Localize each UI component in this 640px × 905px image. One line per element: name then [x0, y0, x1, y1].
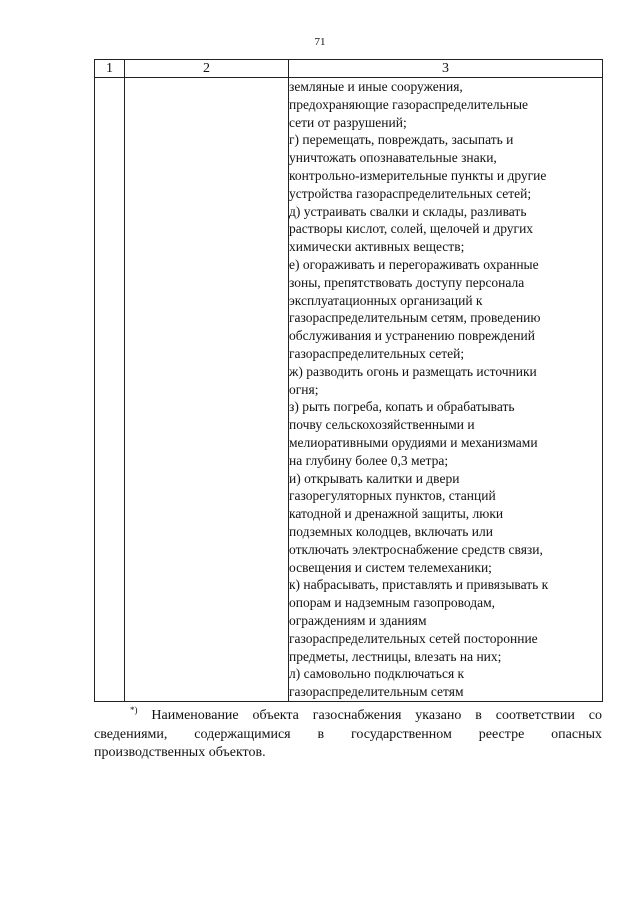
text-line: обслуживания и устранению повреждений — [289, 328, 535, 344]
text-line: газорегуляторных пунктов, станций — [289, 488, 496, 504]
text-line: катодной и дренажной защиты, люки — [289, 506, 504, 522]
text-line: растворы кислот, солей, щелочей и других — [289, 221, 534, 237]
text-line: опорам и надземным газопроводам, — [289, 595, 495, 611]
text-line: химически активных веществ; — [289, 239, 465, 255]
text-line: отключать электроснабжение средств связи, — [289, 541, 543, 557]
text-line: освещения и систем телемеханики; — [289, 559, 492, 575]
text-line: л) самовольно подключаться к — [289, 666, 465, 682]
text-line: и) открывать калитки и двери — [289, 470, 460, 486]
text-line: мелиоративными орудиями и механизмами — [289, 434, 538, 450]
header-col-3: 3 — [289, 60, 603, 78]
footnote — [94, 701, 602, 763]
text-line: е) огораживать и перегораживать охранные — [289, 256, 539, 272]
header-col-1: 1 — [95, 60, 125, 78]
page-number: 71 — [314, 36, 326, 48]
text-line: ж) разводить огонь и размещать источники — [289, 363, 537, 379]
footnote-mark: *) — [130, 705, 138, 715]
table-header-row — [95, 60, 603, 78]
text-line: контрольно-измерительные пункты и другие — [289, 167, 547, 183]
footnote-line-1 — [94, 701, 602, 726]
text-line: зоны, препятствовать доступу персонала — [289, 274, 525, 290]
text-line: г) перемещать, повреждать, засыпать и — [289, 132, 514, 148]
text-line: газораспределительных сетей; — [289, 345, 465, 361]
text-line: на глубину более 0,3 метра; — [289, 452, 449, 468]
text-line: почву сельскохозяйственными и — [289, 417, 475, 433]
footnote-text-1: Наименование объекта газоснабжения указано в соответствии со — [151, 708, 602, 723]
prohibitions-text — [289, 78, 602, 701]
text-line: уничтожать опознавательные знаки, — [289, 150, 497, 166]
text-line: газораспределительным сетям, проведению — [289, 310, 541, 326]
requirements-table — [94, 59, 603, 702]
text-line: огня; — [289, 381, 319, 397]
text-line: устройства газораспределительных сетей; — [289, 185, 532, 201]
text-line: предохраняющие газораспределительные — [289, 96, 529, 112]
table-row — [95, 78, 603, 702]
cell-col-2 — [125, 78, 289, 702]
text-line: ограждениям и зданиям — [289, 612, 427, 628]
text-line: сети от разрушений; — [289, 114, 407, 130]
header-col-2: 2 — [125, 60, 289, 78]
text-line: подземных колодцев, включать или — [289, 523, 493, 539]
text-line: з) рыть погреба, копать и обрабатывать — [289, 399, 515, 415]
text-line: газораспределительных сетей посторонние — [289, 630, 538, 646]
cell-col-1 — [95, 78, 125, 702]
footnote-line-3: производственных объектов. — [94, 745, 266, 760]
text-line: земляные и иные сооружения, — [289, 79, 463, 94]
text-line: эксплуатационных организаций к — [289, 292, 483, 308]
text-line: предметы, лестницы, влезать на них; — [289, 648, 502, 664]
text-line: газораспределительным сетям — [289, 684, 464, 700]
text-line: д) устраивать свалки и склады, разливать — [289, 203, 527, 219]
footnote-line-2: сведениями, содержащимися в государственном реестре опасных — [94, 726, 602, 742]
text-line: к) набрасывать, приставлять и привязывать к — [289, 577, 549, 593]
cell-col-3 — [289, 78, 603, 702]
